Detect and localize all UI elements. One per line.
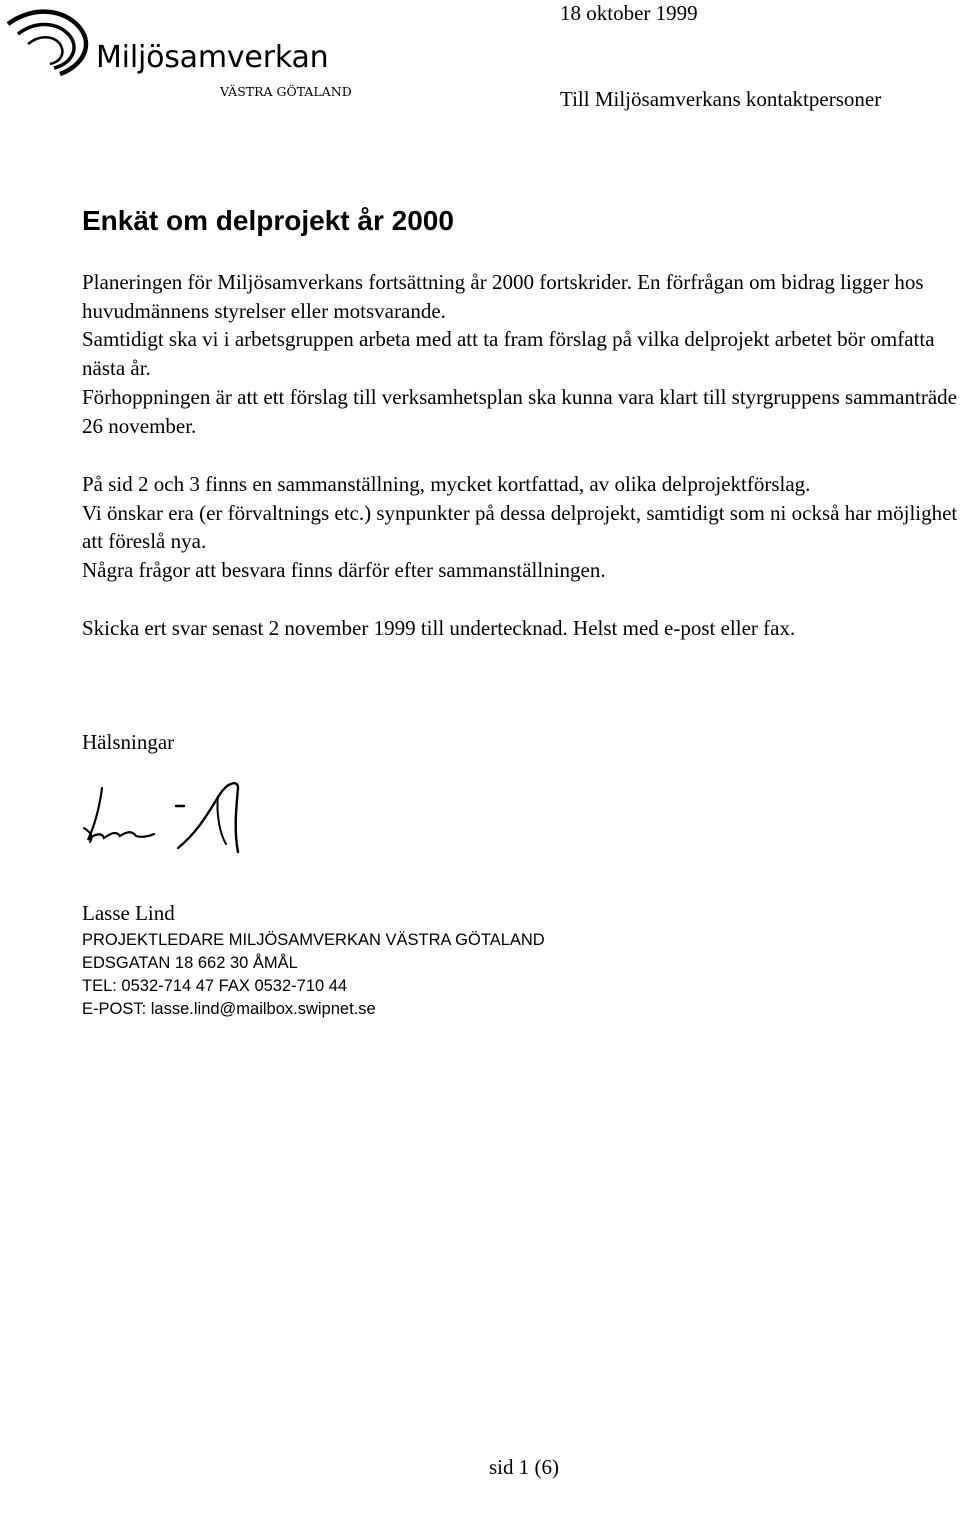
- letter-title: Enkät om delprojekt år 2000: [82, 205, 454, 236]
- sender-name: Lasse Lind: [82, 901, 175, 925]
- paragraph: Förhoppningen är att ett förslag till verksamhetsplan ska kunna vara klart till styrgruppens sammanträde 26 november.: [82, 384, 957, 438]
- paragraph-block-summary: [82, 470, 960, 585]
- logo-arcs-icon: [2, 4, 102, 84]
- paragraph-block-deadline: [82, 614, 960, 643]
- paragraph-block-planning: [82, 268, 960, 440]
- sender-phone-fax: TEL: 0532-714 47 FAX 0532-710 44: [82, 977, 348, 995]
- sender-title: PROJEKTLEDARE MILJÖSAMVERKAN VÄSTRA GÖTALAND: [82, 931, 545, 949]
- page-number: sid 1 (6): [489, 1455, 559, 1479]
- paragraph: På sid 2 och 3 finns en sammanställning, mycket kortfattad, av olika delprojektförslag.: [82, 472, 811, 496]
- paragraph: Skicka ert svar senast 2 november 1999 till undertecknad. Helst med e-post eller fax.: [82, 616, 796, 640]
- logo-region: VÄSTRA GÖTALAND: [220, 84, 352, 99]
- logo-name: Miljösamverkan: [96, 40, 329, 75]
- letter-recipient: Till Miljösamverkans kontaktpersoner: [560, 87, 882, 111]
- sender-address: EDSGATAN 18 662 30 ÅMÅL: [82, 954, 298, 972]
- paragraph: Planeringen för Miljösamverkans fortsättning år 2000 fortskrider. En förfrågan om bidrag ligger hos huvudmännens styrelser eller motsvarande.: [82, 270, 924, 323]
- organization-logo: [0, 0, 380, 110]
- sender-email: E-POST: lasse.lind@mailbox.swipnet.se: [82, 1000, 376, 1018]
- handwritten-signature: [80, 774, 250, 864]
- paragraph: Vi önskar era (er förvaltnings etc.) synpunkter på dessa delprojekt, samtidigt som ni också har möjlighet att föreslå nya.: [82, 500, 958, 554]
- letter-date: 18 oktober 1999: [560, 1, 698, 25]
- greeting: Hälsningar: [82, 730, 175, 754]
- paragraph: Samtidigt ska vi i arbetsgruppen arbeta med att ta fram förslag på vilka delprojekt arbetet bör omfatta nästa år.: [82, 327, 935, 381]
- paragraph: Några frågor att besvara finns därför efter sammanställningen.: [82, 558, 606, 583]
